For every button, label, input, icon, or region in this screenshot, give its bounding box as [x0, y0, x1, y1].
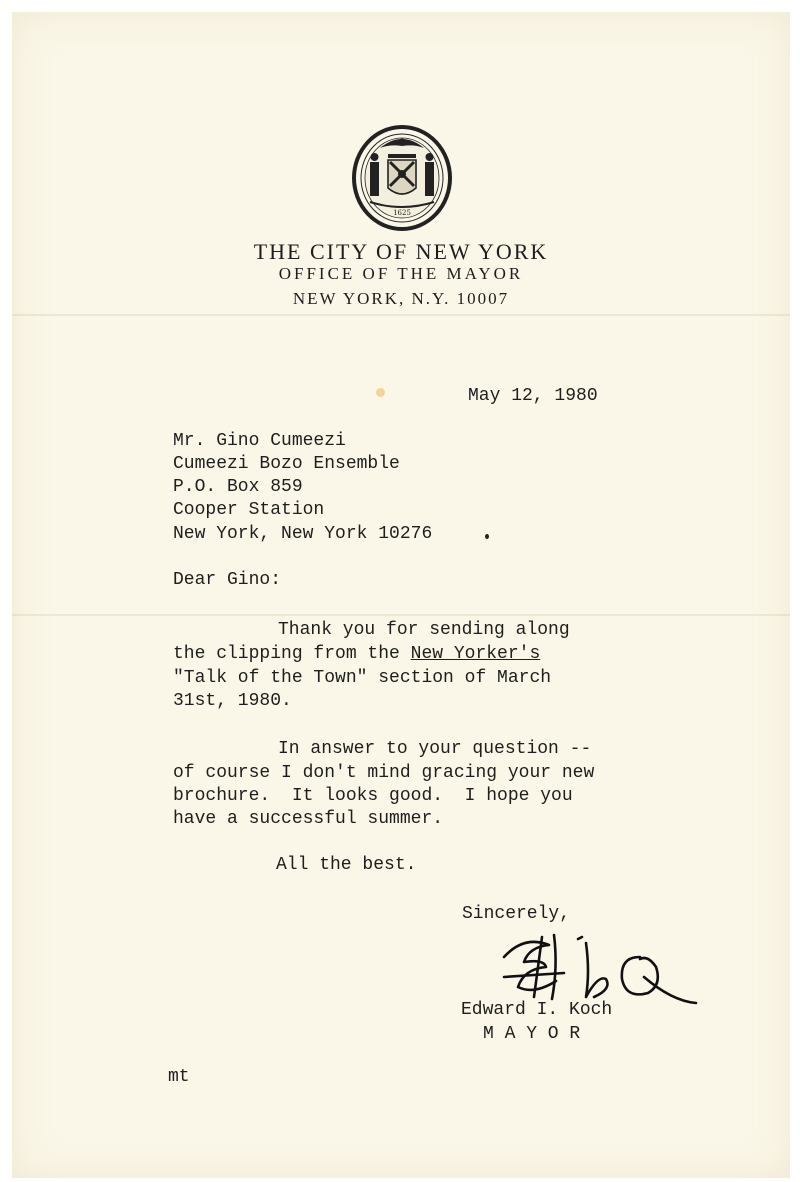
paragraph1-line2 [173, 643, 540, 666]
letterhead-address: NEW YORK, N.Y. 10007 [292, 289, 510, 308]
recipient-po-box: P.O. Box 859 [173, 477, 303, 497]
paper-mark [485, 534, 489, 539]
recipient-organization: Cumeezi Bozo Ensemble [173, 454, 400, 474]
signer-title: M A Y O R [483, 1024, 581, 1044]
paragraph1-line3: "Talk of the Town" section of March [173, 668, 552, 688]
closing: Sincerely, [462, 904, 571, 924]
paragraph2-line2: of course I don't mind gracing your new [173, 763, 595, 783]
paper-stain [376, 388, 385, 397]
signer-name: Edward I. Koch [461, 1000, 613, 1020]
letterhead-office: OFFICE OF THE MAYOR [278, 264, 524, 283]
paragraph1-line2-text: the clipping from the [173, 644, 411, 664]
letter-page [12, 12, 790, 1178]
recipient-name: Mr. Gino Cumeezi [173, 431, 346, 451]
paragraph1-line1: Thank you for sending along [278, 620, 570, 640]
salutation: Dear Gino: [173, 570, 282, 590]
fold-line [12, 314, 790, 316]
letter-date: May 12, 1980 [468, 386, 598, 406]
recipient-city: New York, New York 10276 [173, 524, 433, 544]
paragraph2-line1: In answer to your question -- [278, 739, 592, 759]
paragraph3: All the best. [276, 855, 417, 875]
typist-initials: mt [168, 1067, 190, 1087]
paragraph2-line4: have a successful summer. [173, 809, 444, 829]
paragraph1-line4: 31st, 1980. [173, 691, 292, 711]
recipient-station: Cooper Station [173, 500, 325, 520]
letterhead-city: THE CITY OF NEW YORK [253, 239, 549, 264]
publication-title: New Yorker's [410, 644, 541, 664]
fold-line [12, 614, 790, 616]
paragraph2-line3: brochure. It looks good. I hope you [173, 786, 573, 806]
seal-year: 1625 [393, 209, 411, 217]
